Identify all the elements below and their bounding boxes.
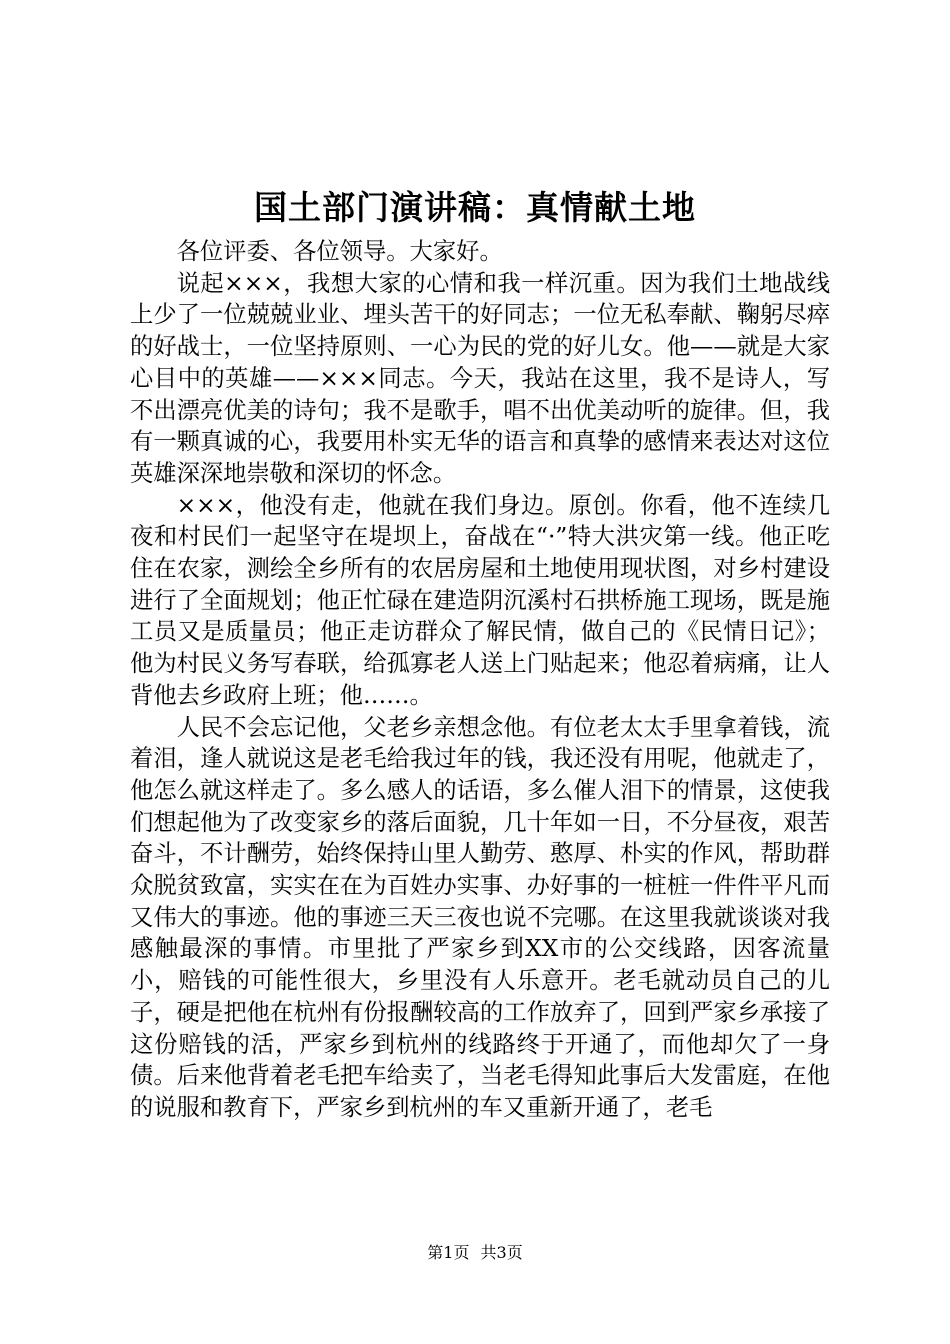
page-total: 共3页 — [480, 1243, 523, 1262]
paragraph-memory: 人民不会忘记他，父老乡亲想念他。有位老太太手里拿着钱，流着泪，逢人就说这是老毛给我过年的钱，我还没有用呢，他就走了，他怎么就这样走了。多么感人的话语，多么催人泪下的情景，这使我们想起他为了改变家乡的落后面貌，几十年如一日，不分昼夜，艰苦奋斗，不计酬劳，始终保持山里人勤劳、憨厚、朴实的作风，帮助群众脱贫致富，实实在在为百姓办实事、办好事的一桩桩一件件平凡而又伟大的事迹。他的事迹三天三夜也说不完哪。在这里我就谈谈对我感触最深的事情。市里批了严家乡到XX市的公交线路，因客流量小，赔钱的可能性很大，乡里没有人乐意开。老毛就动员自己的儿子，硬是把他在杭州有份报酬较高的工作放弃了，回到严家乡承接了这份赔钱的活，严家乡到杭州的线路终于开通了，而他却欠了一身债。后来他背着老毛把车给卖了，当老毛得知此事后大发雷庭，在他的说服和教育下，严家乡到杭州的车又重新开通了，老毛 — [130, 713, 830, 1121]
page-number: 第1页 — [427, 1243, 470, 1262]
paragraph-deeds: ×××，他没有走，他就在我们身边。原创。你看，他不连续几夜和村民们一起坚守在堤坝上，奋战在“·”特大洪灾第一线。他正吃住在农家，测绘全乡所有的农居房屋和土地使用现状图，对乡村建设进行了全面规划；他正忙碌在建造阴沉溪村石拱桥施工现场，既是施工员又是质量员；他正走访群众了解民情，做自己的《民情日记》；他为村民义务写春联，给孤寡老人送上门贴起来；他忍着病痛，让人背他去乡政府上班；他……。 — [130, 491, 830, 709]
paragraph-greeting: 各位评委、各位领导。大家好。 — [176, 238, 503, 265]
page-footer — [0, 1243, 950, 1263]
paragraph-intro: 说起×××，我想大家的心情和我一样沉重。因为我们土地战线上少了一位兢兢业业、埋头苦干的好同志；一位无私奉献、鞠躬尽瘁的好战士，一位坚持原则、一心为民的党的好儿女。他——就是大家心目中的英雄——×××同志。今天，我站在这里，我不是诗人，写不出漂亮优美的诗句；我不是歌手，唱不出优美动听的旋律。但，我有一颗真诚的心，我要用朴实无华的语言和真挚的感情来表达对这位英雄深深地崇敬和深切的怀念。 — [130, 269, 830, 487]
document-body — [130, 236, 830, 1124]
document-title: 国土部门演讲稿：真情献土地 — [254, 188, 696, 227]
